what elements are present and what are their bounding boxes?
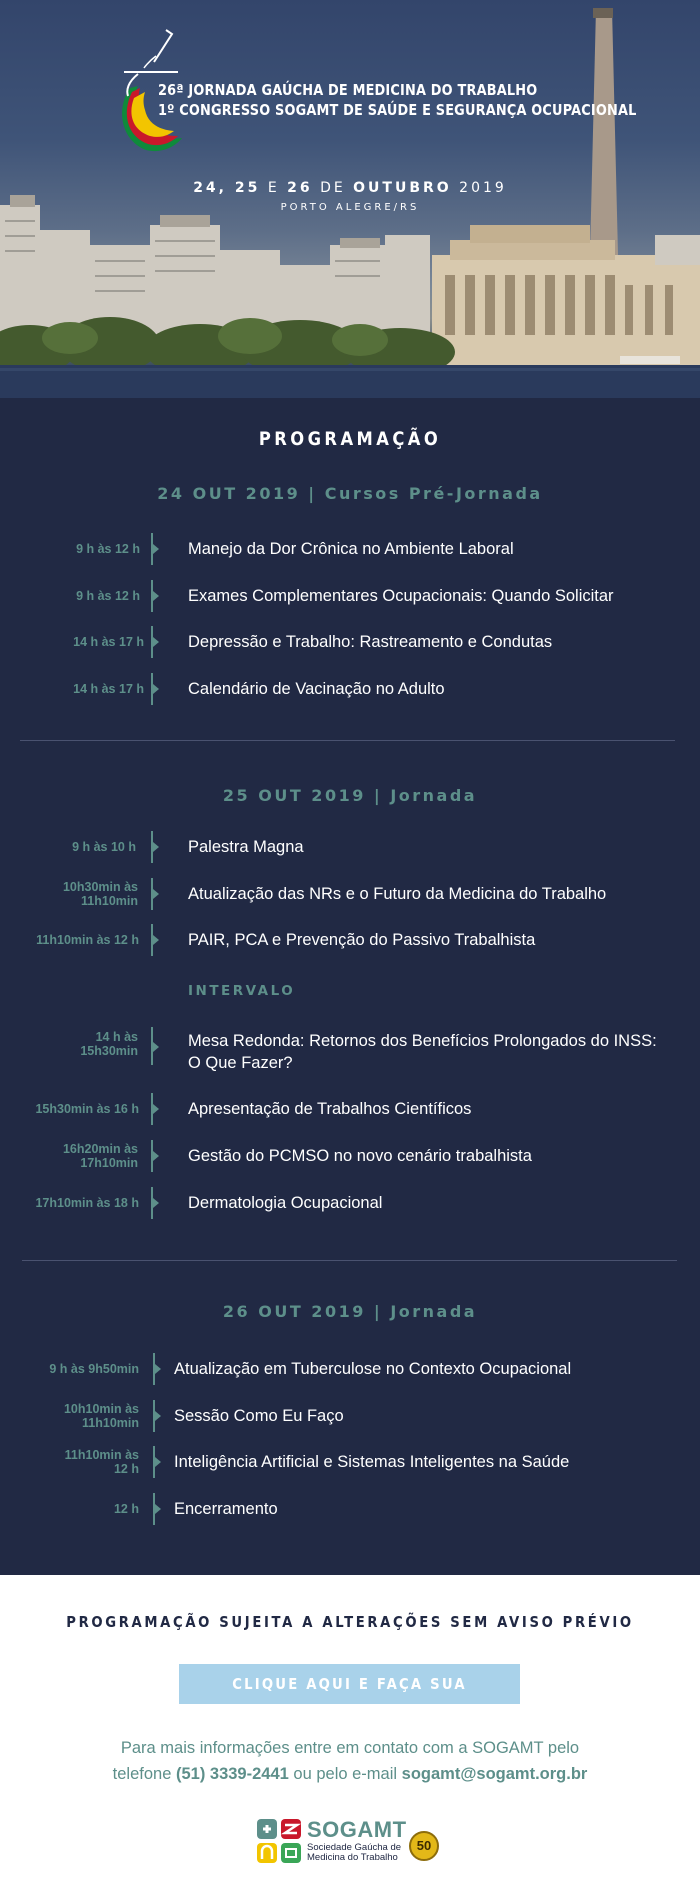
dates-de: DE bbox=[320, 180, 346, 196]
dates-year: 2019 bbox=[459, 180, 507, 196]
register-button-label: CLIQUE AQUI E FAÇA SUA INSCRIÇÃO bbox=[232, 1675, 467, 1733]
item-title: Exames Complementares Ocupacionais: Quando Solicitar bbox=[188, 587, 614, 605]
item-time: 9 h às 12 h bbox=[76, 589, 140, 603]
day-heading-24: 24 OUT 2019 | Cursos Pré-Jornada bbox=[157, 484, 543, 503]
event-dates bbox=[0, 180, 700, 196]
item-title: Atualização em Tuberculose no Contexto Ocupacional bbox=[174, 1360, 572, 1378]
timeline-arrow-icon bbox=[153, 842, 159, 852]
item-time bbox=[20, 880, 138, 908]
anniversary-badge: 50 bbox=[409, 1831, 439, 1861]
day-heading-26: 26 OUT 2019 | Jornada bbox=[222, 1302, 478, 1321]
item-time: 17h10min às 18 h bbox=[35, 1196, 139, 1210]
item-time-line2: 12 h bbox=[113, 1462, 139, 1476]
item-time bbox=[20, 1448, 139, 1476]
sogamt-emblem-icon bbox=[257, 1819, 303, 1865]
break-label: INTERVALO bbox=[188, 983, 296, 999]
contact-info bbox=[0, 1735, 700, 1787]
contact-phone-prefix: telefone bbox=[112, 1765, 172, 1783]
item-title: Inteligência Artificial e Sistemas Inteligentes na Saúde bbox=[174, 1453, 570, 1471]
item-title: Apresentação de Trabalhos Científicos bbox=[188, 1100, 472, 1118]
register-button[interactable] bbox=[179, 1664, 520, 1733]
timeline-arrow-icon bbox=[155, 1457, 161, 1467]
item-title: Sessão Como Eu Faço bbox=[174, 1407, 344, 1425]
timeline-arrow-icon bbox=[153, 637, 159, 647]
item-title: Palestra Magna bbox=[188, 838, 304, 856]
dates-days: 24, 25 bbox=[193, 180, 261, 196]
contact-line1: Para mais informações entre em contato com a SOGAMT pelo bbox=[120, 1739, 580, 1757]
item-time-line2: 17h10min bbox=[80, 1156, 138, 1170]
item-time: 11h10min às 12 h bbox=[36, 933, 139, 947]
item-title: Dermatologia Ocupacional bbox=[188, 1194, 383, 1212]
timeline-arrow-icon bbox=[153, 1042, 159, 1052]
email-link[interactable]: sogamt@sogamt.org.br bbox=[401, 1765, 588, 1783]
item-title-line2: O Que Fazer? bbox=[188, 1054, 293, 1072]
item-time: 14 h às 17 h bbox=[73, 682, 144, 696]
timeline-arrow-icon bbox=[153, 935, 159, 945]
timeline-arrow-icon bbox=[155, 1364, 161, 1374]
day-heading-25: 25 OUT 2019 | Jornada bbox=[222, 786, 478, 805]
sogamt-subtitle-line1: Sociedade Gaúcha de bbox=[307, 1842, 402, 1853]
item-title bbox=[188, 1030, 657, 1074]
event-city: PORTO ALEGRE/RS bbox=[280, 202, 420, 213]
phone-number[interactable]: (51) 3339-2441 bbox=[175, 1765, 289, 1783]
item-time-line1: 11h10min às bbox=[64, 1448, 139, 1462]
item-title-line1: Mesa Redonda: Retornos dos Benefícios Prolongados do INSS: bbox=[188, 1032, 657, 1050]
item-time: 9 h às 10 h bbox=[72, 840, 136, 854]
day-divider bbox=[20, 740, 675, 741]
timeline-arrow-icon bbox=[153, 1198, 159, 1208]
sogamt-subtitle bbox=[307, 1843, 401, 1863]
day-divider bbox=[22, 1260, 677, 1261]
timeline-arrow-icon bbox=[155, 1411, 161, 1421]
hero-title-line2: 1º CONGRESSO SOGAMT DE SAÚDE E SEGURANÇA OCUPACIONAL bbox=[158, 101, 637, 119]
item-time: 12 h bbox=[113, 1502, 139, 1516]
item-time-line1: 10h10min às bbox=[63, 1402, 139, 1416]
item-title: Atualização das NRs e o Futuro da Medicina do Trabalho bbox=[188, 885, 607, 903]
item-time-line2: 11h10min bbox=[82, 1416, 139, 1430]
item-time-line1: 16h20min às bbox=[62, 1142, 138, 1156]
item-time-line2: 15h30min bbox=[80, 1044, 138, 1058]
sogamt-logo bbox=[257, 1815, 443, 1867]
item-time: 15h30min às 16 h bbox=[35, 1102, 139, 1116]
item-title: Encerramento bbox=[174, 1500, 278, 1518]
item-title: Calendário de Vacinação no Adulto bbox=[188, 680, 445, 698]
item-time: 14 h às 17 h bbox=[73, 635, 144, 649]
timeline-arrow-icon bbox=[153, 591, 159, 601]
item-time-line2: 11h10min bbox=[81, 894, 138, 908]
dates-month: OUTUBRO bbox=[353, 180, 452, 196]
footer bbox=[0, 1575, 700, 1893]
item-time bbox=[20, 1030, 138, 1058]
timeline-arrow-icon bbox=[153, 1104, 159, 1114]
sogamt-subtitle-line2: Medicina do Trabalho bbox=[307, 1852, 398, 1863]
program-title: PROGRAMAÇÃO bbox=[258, 428, 442, 450]
timeline-arrow-icon bbox=[153, 544, 159, 554]
change-notice: PROGRAMAÇÃO SUJEITA A ALTERAÇÕES SEM AVISO PRÉVIO bbox=[66, 1613, 634, 1631]
item-title: Manejo da Dor Crônica no Ambiente Laboral bbox=[188, 540, 514, 558]
dates-day3: 26 bbox=[287, 180, 313, 196]
item-time-line1: 14 h às bbox=[95, 1030, 138, 1044]
hero-banner bbox=[0, 0, 700, 398]
timeline-arrow-icon bbox=[153, 1151, 159, 1161]
contact-email-prefix: ou pelo e-mail bbox=[293, 1765, 398, 1783]
timeline-arrow-icon bbox=[153, 684, 159, 694]
item-title: Depressão e Trabalho: Rastreamento e Condutas bbox=[188, 633, 553, 651]
hero-title bbox=[158, 80, 637, 120]
item-title: Gestão do PCMSO no novo cenário trabalhista bbox=[188, 1147, 532, 1165]
contact-line2 bbox=[0, 1761, 700, 1787]
timeline-arrow-icon bbox=[155, 1504, 161, 1514]
item-title: PAIR, PCA e Prevenção do Passivo Trabalhista bbox=[188, 931, 536, 949]
hero-title-line1: 26ª JORNADA GAÚCHA DE MEDICINA DO TRABALHO bbox=[158, 81, 538, 99]
item-time: 9 h às 9h50min bbox=[49, 1362, 139, 1376]
item-time-line1: 10h30min às bbox=[62, 880, 138, 894]
city-skyline-image bbox=[0, 0, 700, 398]
sogamt-name: SOGAMT bbox=[307, 1817, 407, 1842]
item-time: 9 h às 12 h bbox=[76, 542, 140, 556]
item-time bbox=[20, 1402, 139, 1430]
program-section bbox=[0, 398, 700, 1575]
dates-e: E bbox=[267, 180, 280, 196]
item-time bbox=[20, 1142, 138, 1170]
timeline-arrow-icon bbox=[153, 889, 159, 899]
